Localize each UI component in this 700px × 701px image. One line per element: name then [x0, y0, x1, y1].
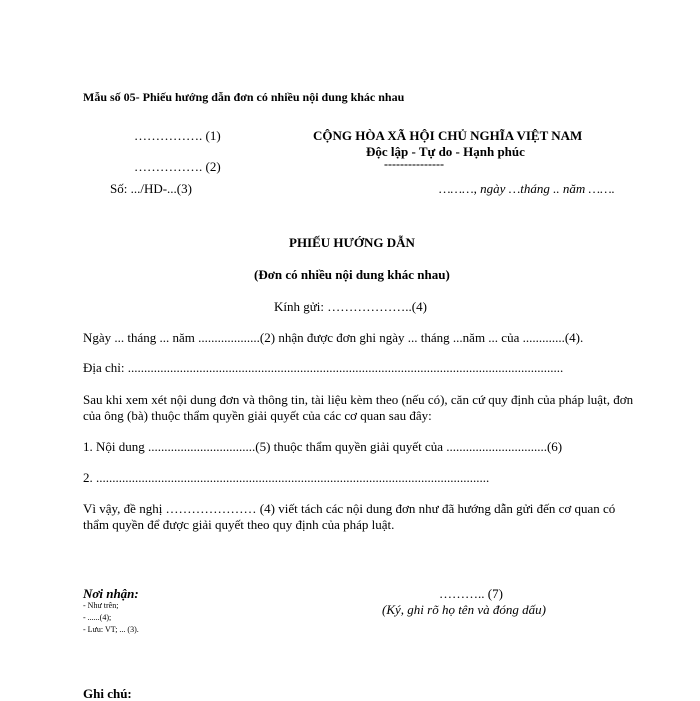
body-paragraph-3-line-1: Vì vậy, đề nghị ………………… (4) viết tách các nội dung đơn như đã hướng dẫn gửi đến cơ quan có [83, 501, 616, 516]
motto-divider: --------------- [384, 157, 444, 171]
body-paragraph-2-line-2: của ông (bà) thuộc thẩm quyền giải quyết của các cơ quan sau đây: [83, 408, 432, 423]
document-title: PHIẾU HƯỚNG DẪN [289, 235, 415, 250]
salutation: Kính gửi: ………………..(4) [274, 299, 427, 314]
signature-note: (Ký, ghi rõ họ tên và đóng dấu) [382, 602, 546, 617]
body-paragraph-1: Ngày ... tháng ... năm ...................(2) nhận được đơn ghi ngày ... tháng ...năm ... của .............(4). [83, 330, 584, 345]
notes-title: Ghi chú: [83, 686, 132, 701]
content-item-1: 1. Nội dung .................................(5) thuộc thẩm quyền giải quyết của ...............................(6) [83, 439, 563, 454]
issuer-line-1: ……………. (1) [134, 128, 221, 143]
recipient-item: - ......(4); [83, 613, 112, 622]
national-motto: Độc lập - Tự do - Hạnh phúc [366, 144, 525, 159]
document-subtitle: (Đơn có nhiều nội dung khác nhau) [254, 267, 450, 282]
document-number: Số: .../HD-...(3) [110, 181, 192, 196]
recipient-item: - Lưu: VT; ... (3). [83, 625, 139, 634]
recipients-title: Nơi nhận: [83, 586, 139, 601]
content-item-2: 2. ......................................................................................................................... [83, 470, 490, 485]
body-paragraph-2-line-1: Sau khi xem xét nội dung đơn và thông tin, tài liệu kèm theo (nếu có), căn cứ quy định của pháp luật, đơn [83, 392, 634, 407]
signature-line: ……….. (7) [439, 586, 503, 601]
date-line: ………, ngày …tháng .. năm ……. [439, 181, 615, 196]
address-line: Địa chỉ: ...................................................................................................................................... [83, 360, 564, 375]
national-title: CỘNG HÒA XÃ HỘI CHỦ NGHĨA VIỆT NAM [313, 128, 583, 143]
form-title: Mẫu số 05- Phiếu hướng dẫn đơn có nhiều nội dung khác nhau [83, 90, 405, 104]
recipient-item: - Như trên; [83, 601, 119, 610]
issuer-line-2: ……………. (2) [134, 159, 221, 174]
body-paragraph-3-line-2: thẩm quyền để được giải quyết theo quy định của pháp luật. [83, 517, 395, 532]
